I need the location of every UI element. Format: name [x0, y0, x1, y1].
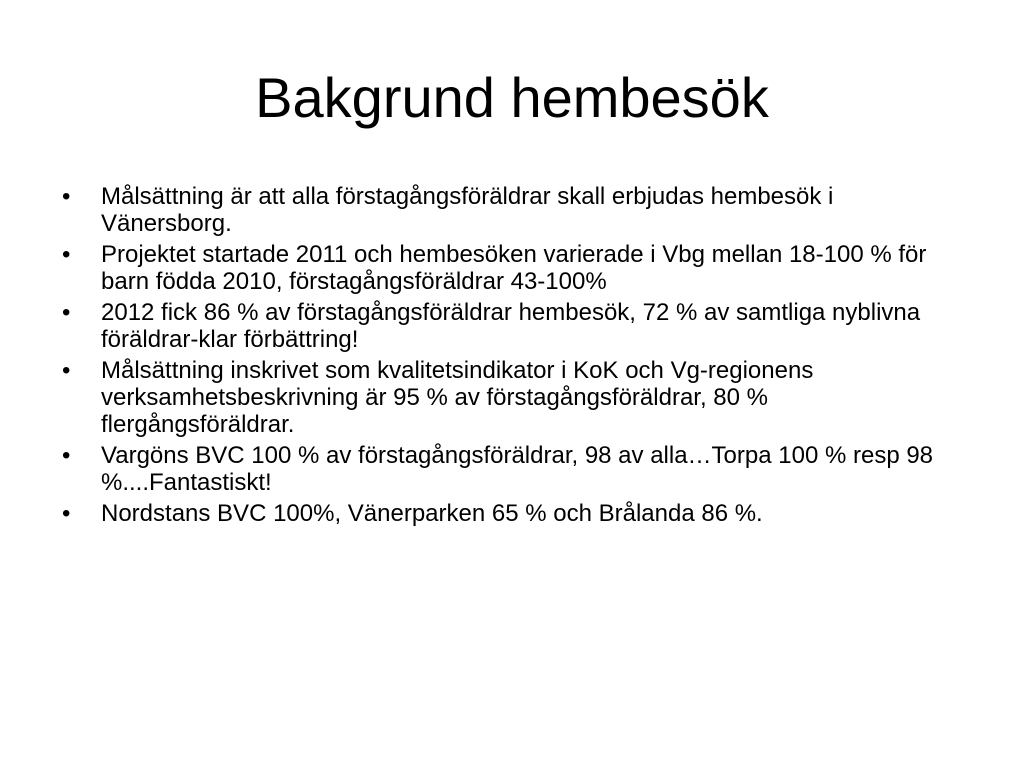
bullet-icon: •	[62, 442, 71, 469]
bullet-icon: •	[62, 357, 71, 384]
bullet-list	[62, 183, 967, 531]
bullet-text: 2012 fick 86 % av förstagångsföräldrar hembesök, 72 % av samtliga nyblivna föräldrar-klar förbättring!	[101, 299, 921, 353]
bullet-text: Vargöns BVC 100 % av förstagångsföräldrar, 98 av alla…Torpa 100 % resp 98 %....Fantastiskt!	[101, 442, 934, 496]
bullet-icon: •	[62, 500, 71, 527]
list-item	[62, 357, 967, 438]
list-item	[62, 442, 967, 496]
slide-title: Bakgrund hembesök	[255, 66, 769, 129]
list-item	[62, 241, 967, 295]
list-item	[62, 500, 967, 527]
bullet-icon: •	[62, 183, 71, 210]
bullet-text: Nordstans BVC 100%, Vänerparken 65 % och Brålanda 86 %.	[101, 500, 763, 527]
bullet-text: Målsättning är att alla förstagångsföräldrar skall erbjudas hembesök i Vänersborg.	[101, 183, 834, 237]
bullet-icon: •	[62, 299, 71, 326]
list-item	[62, 299, 967, 353]
list-item	[62, 183, 967, 237]
bullet-text: Målsättning inskrivet som kvalitetsindikator i KoK och Vg-regionens verksamhetsbeskrivning är 95 % av förstagångsföräldrar, 80 % flergångsföräldrar.	[101, 357, 814, 438]
bullet-icon: •	[62, 241, 71, 268]
bullet-text: Projektet startade 2011 och hembesöken varierade i Vbg mellan 18-100 % för barn födda 2010, förstagångsföräldrar 43-100%	[101, 241, 927, 295]
